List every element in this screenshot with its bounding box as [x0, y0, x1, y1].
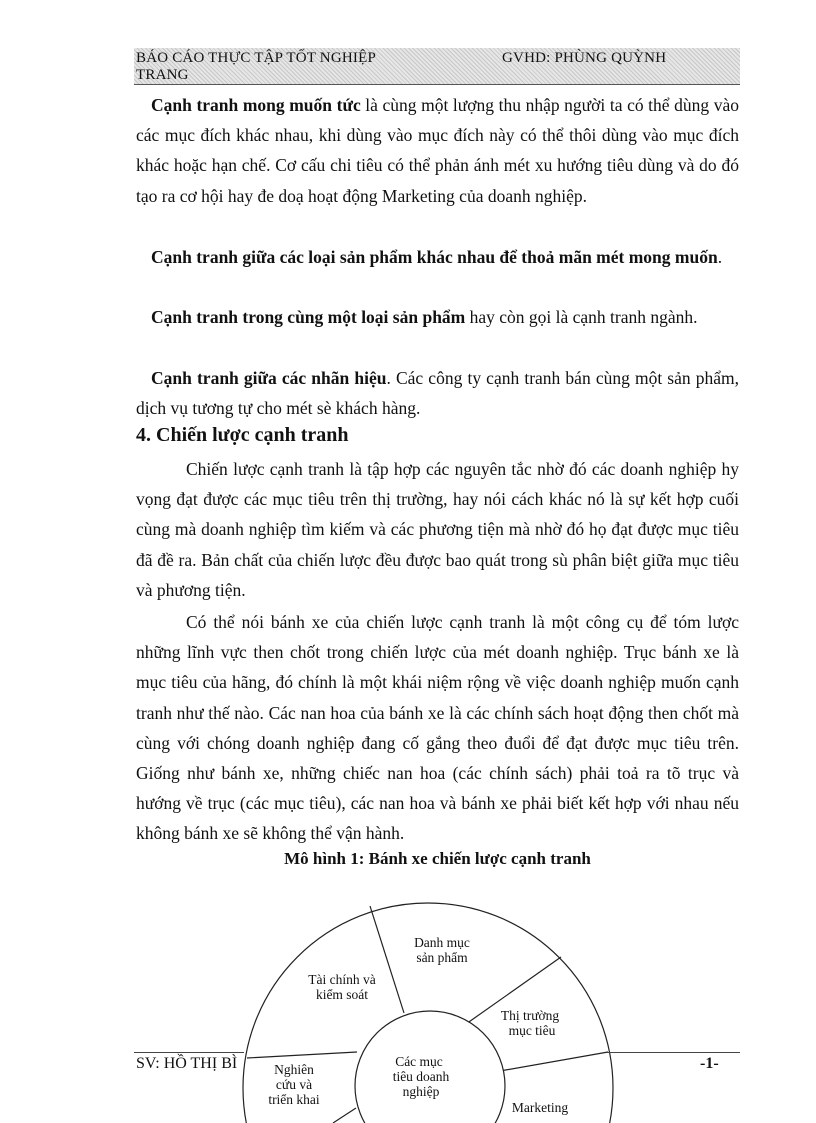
header-report-title: BÁO CÁO THỰC TẬP TỐT NGHIỆP [136, 50, 376, 66]
term-desire-competition: Cạnh tranh mong muốn tức [151, 95, 361, 115]
figure-caption: Mô hình 1: Bánh xe chiến lược cạnh tranh [284, 849, 591, 868]
section-heading: 4. Chiến lược cạnh tranh [136, 424, 349, 446]
footer-rule [607, 1052, 740, 1053]
segment-finance-control-line2: kiểm soát [315, 987, 369, 1002]
header-supervisor: GVHD: PHÙNG QUỲNH [502, 50, 667, 66]
paragraph-text: hay còn gọi là cạnh tranh ngành. [465, 307, 698, 327]
paragraph-strategy-wheel: Có thể nói bánh xe của chiến lược cạnh tranh là một công cụ để tóm lược những lĩnh vực then chốt trong chiến lược của mét doanh nghiệp. Trục bánh xe là mục tiêu của hãng, đó chính là một khái niệm rộng về việc doanh nghiệp muốn cạnh tranh như thế nào. Các nan hoa của bánh xe là các chính sách hoạt động then chốt mà cùng với chóng doanh nghiệp đang cố gắng theo đuổi để đạt được mục tiêu trên. Giống như bánh xe, những chiếc nan hoa (các chính sách) phải toả ra tõ trục và hướng về trục (các mục tiêu), các nan hoa và bánh xe phải biết kết hợp với nhau nếu không bánh xe sẽ không thể vận hành. [136, 612, 739, 844]
segment-target-market-line1: Thị trường [500, 1008, 560, 1023]
paragraph-strategy-definition: Chiến lược cạnh tranh là tập hợp các nguyên tắc nhờ đó các doanh nghiệp hy vọng đạt được các mục tiêu trên thị trường, hay nói cách khác nó là sự kết hợp cuối cùng mà doanh nghiệp tìm kiếm và các phương tiện mà nhờ đó họ đạt được mục tiêu đã đề ra. Bản chất của chiến lược đều được bao quát trong sù phân biệt giữa mục tiêu và phương tiện. [136, 459, 739, 600]
paragraph-text: . [717, 247, 723, 267]
term-brand-competition: Cạnh tranh giữa các nhãn hiệu [151, 368, 387, 388]
paragraph-text: . Các công ty cạnh tranh bán cùng một sản phẩm, dịch vụ tương tự cho mét sè khách hàng. [136, 368, 740, 419]
paragraph-text: là cùng một lượng thu nhập người ta có thể dùng vào các mục đích khác nhau, khi dùng vào mục đích này có thể thôi dùng vào mục đích khác hoặc hạn chế. Cơ cấu chi tiêu có thể phản ánh mét xu hướng tiêu dùng và do đó tạo ra cơ hội hay đe doạ hoạt động Marketing của doanh nghiệp. [136, 95, 739, 206]
wheel-spoke [370, 906, 404, 1013]
segment-finance-control-line1: Tài chính và [308, 972, 376, 987]
segment-rnd-line2: cứu và [275, 1077, 313, 1092]
term-industry-competition: Cạnh tranh trong cùng một loại sản phẩm [151, 307, 466, 327]
segment-marketing: Marketing [511, 1100, 569, 1115]
wheel-spoke [333, 1108, 356, 1123]
hub-label-line1: Các mục [395, 1054, 443, 1069]
page-number: -1- [700, 1055, 719, 1072]
segment-target-market-line2: mục tiêu [508, 1023, 556, 1038]
footer-rule [134, 1052, 244, 1053]
segment-rnd-line1: Nghiên [274, 1062, 314, 1077]
segment-product-portfolio-line2: sản phẩm [416, 950, 468, 965]
hub-label-line3: nghiệp [402, 1084, 440, 1099]
header-supervisor-continued: TRANG [136, 67, 189, 83]
term-product-type-competition: Cạnh tranh giữa các loại sản phẩm khác nhau để thoả mãn mét mong muốn [151, 247, 718, 267]
segment-product-portfolio-line1: Danh mục [414, 935, 470, 950]
hub-label-line2: tiêu doanh [392, 1069, 450, 1084]
wheel-spoke [500, 1052, 608, 1071]
footer-student-name: SV: HỒ THỊ BÌ [136, 1055, 238, 1072]
wheel-spoke [247, 1052, 357, 1058]
segment-rnd-line3: triển khai [268, 1092, 320, 1107]
